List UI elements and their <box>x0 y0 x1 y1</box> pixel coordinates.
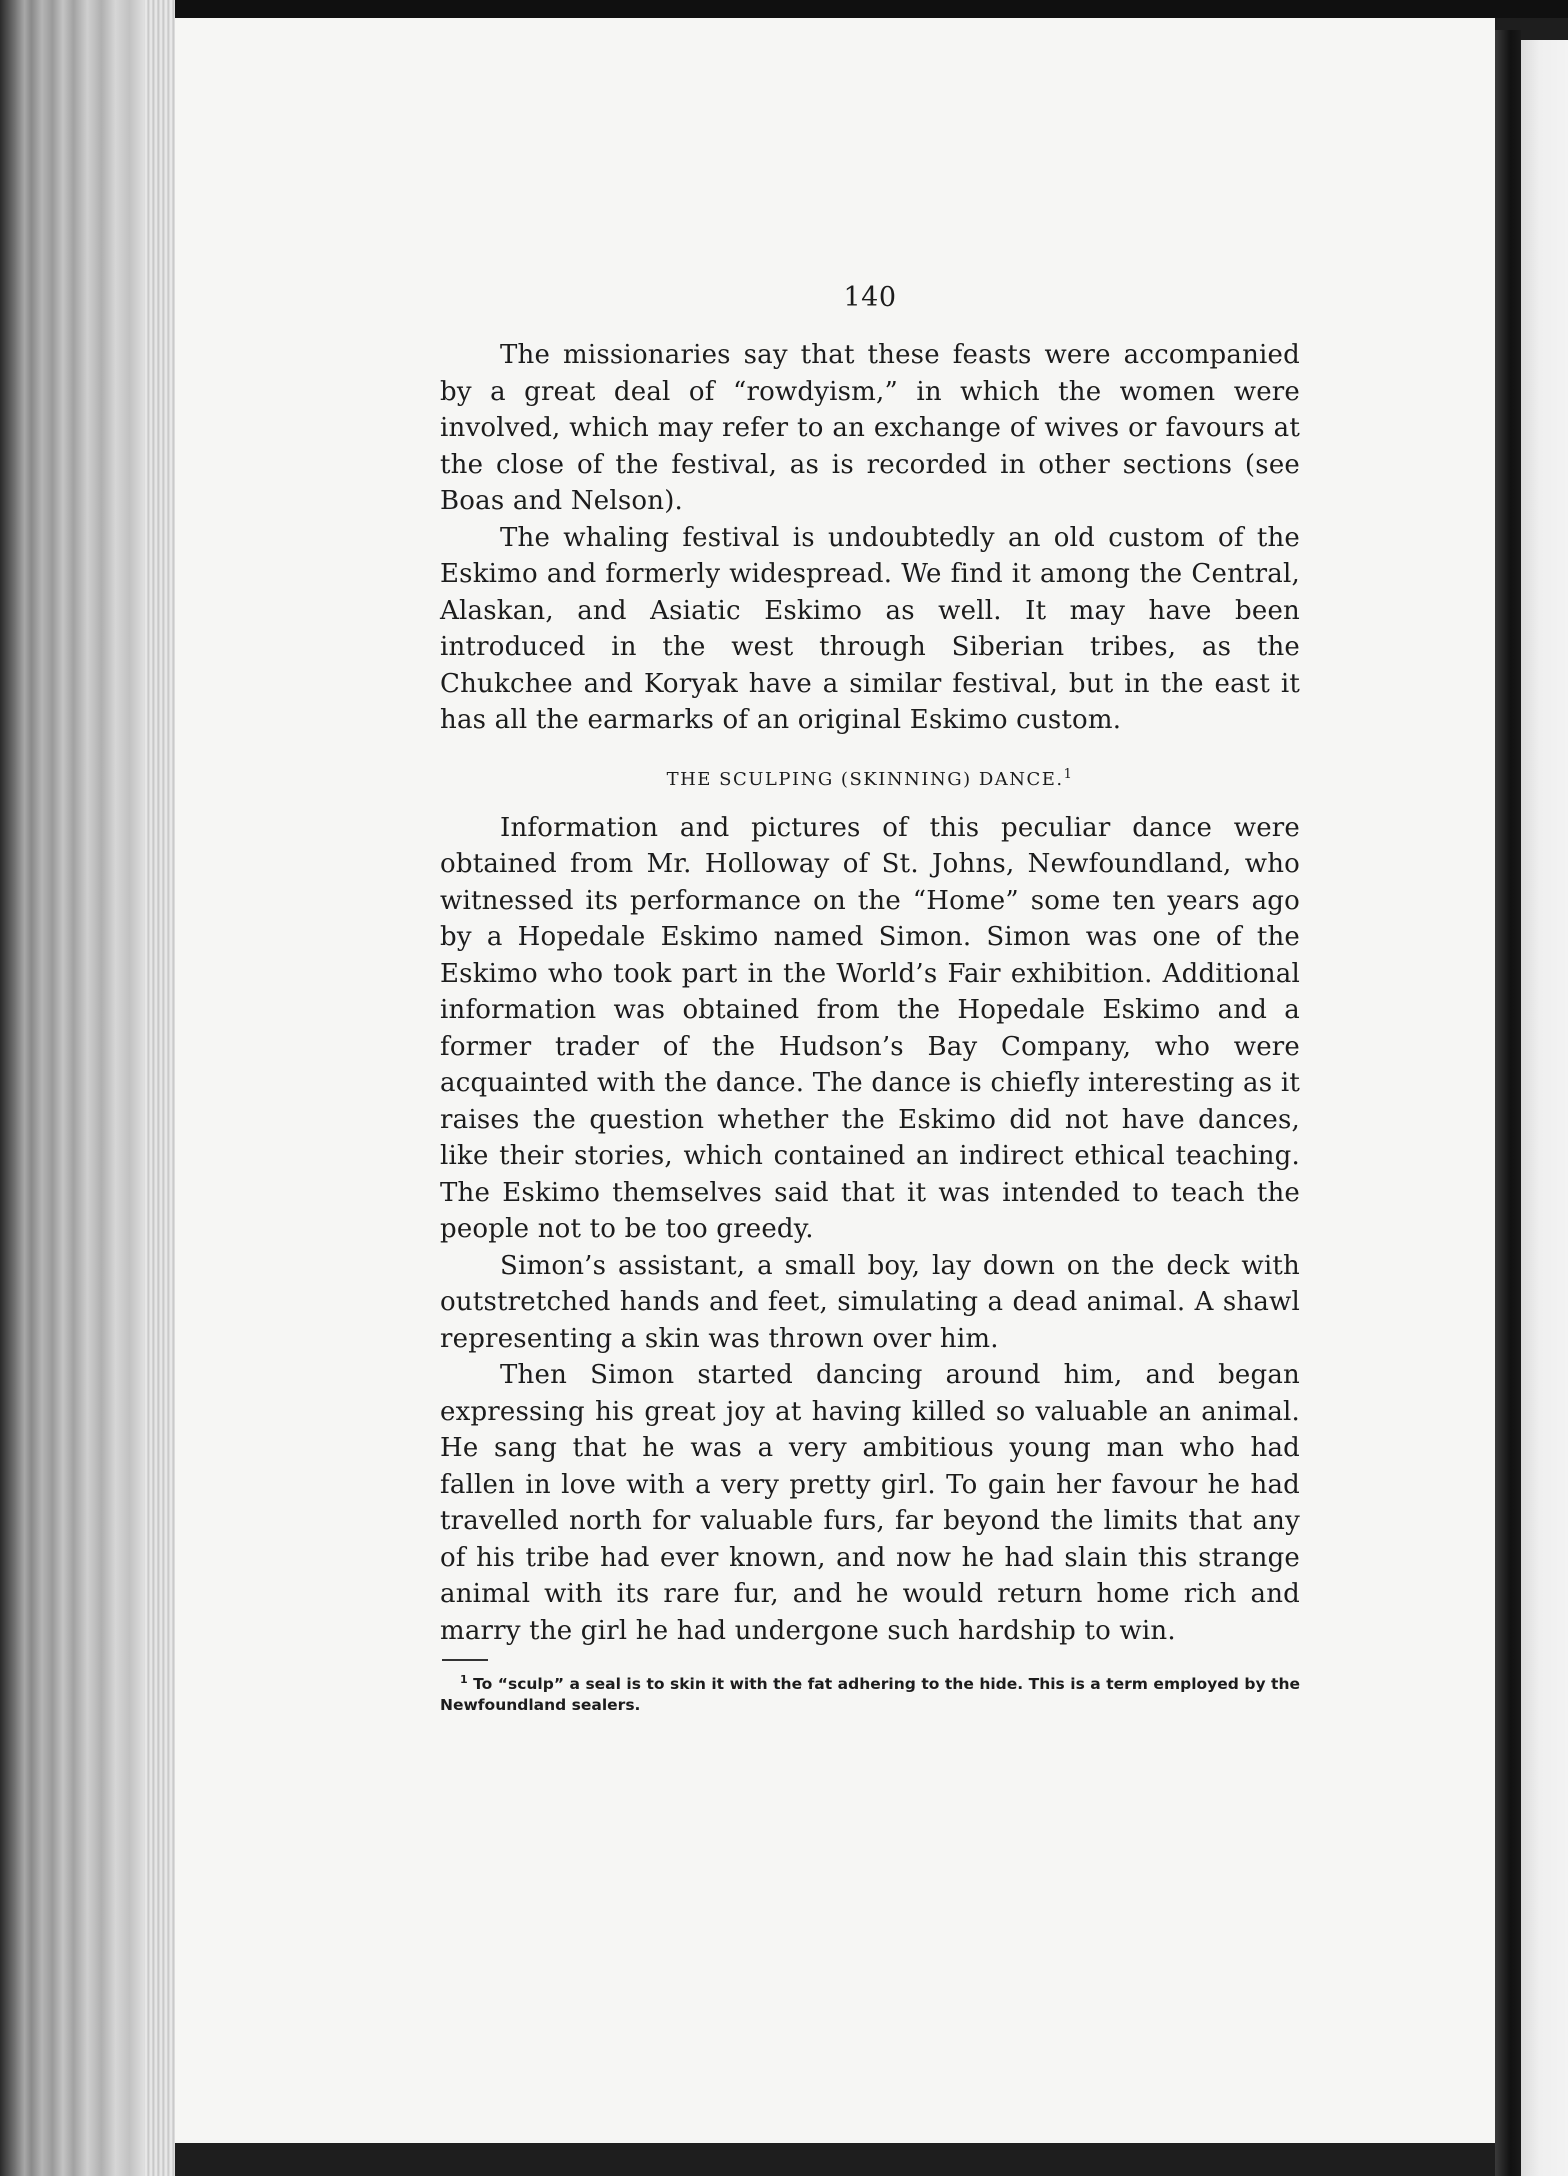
paragraph-whaling-festival: The whaling festival is undoubtedly an old custom of the Eskimo and formerly widespread. We find it among the Central, Alaskan, and Asiatic Eskimo as well. It may have been introduced in the west through Siberian tribes, as the Chukchee and Koryak have a similar festival, but in the east it has all the earmarks of an original Eskimo custom. <box>440 522 1300 735</box>
page-text-block <box>440 270 1300 1716</box>
footnote-divider <box>442 1659 488 1661</box>
paragraph-simon-dancing: Then Simon started dancing around him, and began expressing his great joy at having killed so valuable an animal. He sang that he was a very ambitious young man who had fallen in love with a very pretty girl. To gain her favour he had travelled north for valuable furs, far beyond the limits that any of his tribe had ever known, and now he had slain this strange animal with its rare fur, and he would return home rich and marry the girl he had undergone such hardship to win. <box>440 1360 1300 1646</box>
heading-footnote-marker: 1 <box>1063 766 1074 782</box>
gutter-shadow <box>1495 30 1521 2176</box>
page-leaves-stack <box>145 0 175 2176</box>
page-number: 140 <box>843 282 897 313</box>
facing-page-sliver <box>1521 40 1568 2176</box>
paragraph-simons-assistant: Simon’s assistant, a small boy, lay down on the deck with outstretched hands and feet, simulating a dead animal. A shawl representing a skin was thrown over him. <box>440 1250 1300 1354</box>
section-heading <box>440 767 1300 790</box>
section-heading-text: THE SCULPING (SKINNING) DANCE. <box>666 768 1064 790</box>
footnote-text: To “sculp” a seal is to skin it with the fat adhering to the hide. This is a term employed by the Newfoundland sealers. <box>440 1675 1300 1715</box>
footnote <box>440 1669 1300 1716</box>
paragraph-missionaries: The missionaries say that these feasts were accompanied by a great deal of “rowdyism,” in which the women were involved, which may refer to an exchange of wives or favours at the close of the festival, as is recorded in other sections (see Boas and Nelson). <box>440 340 1300 516</box>
paragraph-information: Information and pictures of this peculiar dance were obtained from Mr. Holloway of St. Johns, Newfoundland, who witnessed its performance on the “Home” some ten years ago by a Hopedale Eskimo named Simon. Simon was one of the Eskimo who took part in the World’s Fair exhibition. Additional information was obtained from the Hopedale Eskimo and a former trader of the Hudson’s Bay Company, who were acquainted with the dance. The dance is chiefly interesting as it raises the question whether the Eskimo did not have dances, like their stories, which contained an indirect ethical teaching. The Eskimo themselves said that it was intended to teach the people not to be too greedy. <box>440 812 1300 1244</box>
scan-top-border <box>175 0 1568 18</box>
footnote-marker: 1 <box>460 1673 468 1686</box>
